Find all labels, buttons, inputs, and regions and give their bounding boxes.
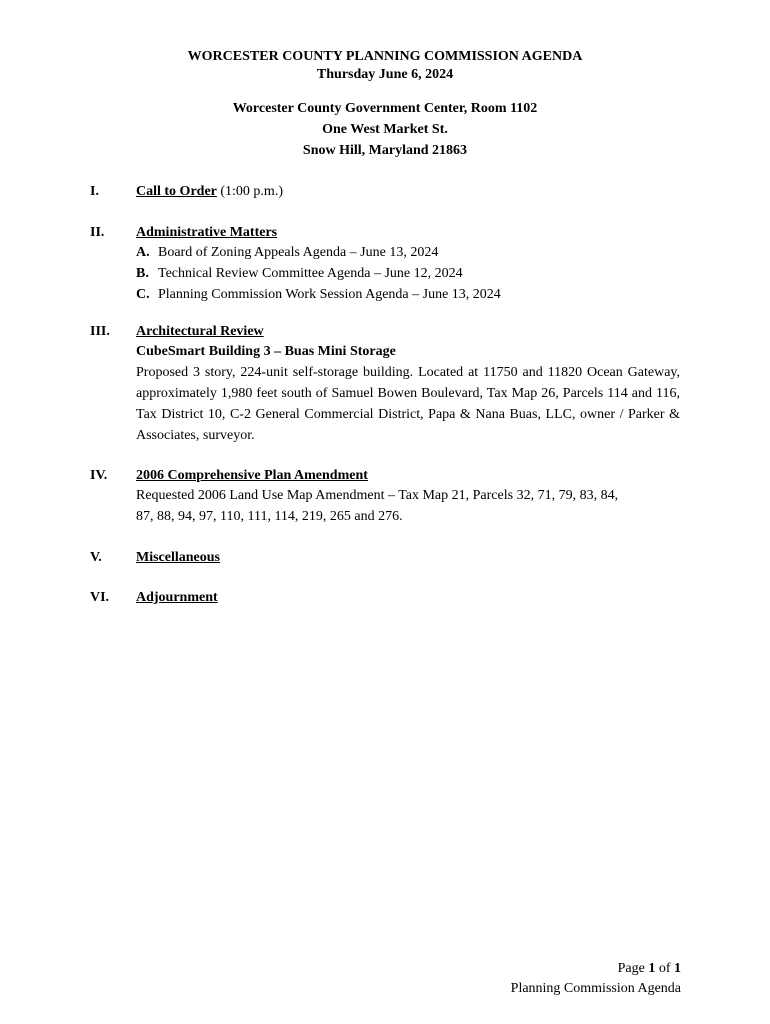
meeting-address: One West Market St. bbox=[322, 122, 448, 137]
meeting-city: Snow Hill, Maryland 21863 bbox=[302, 143, 468, 158]
section-title: Adjournment bbox=[136, 590, 218, 605]
meeting-date: Thursday June 6, 2024 bbox=[316, 67, 454, 82]
item-letter: B. bbox=[136, 266, 149, 281]
page-word: Page bbox=[617, 961, 645, 976]
item-text: Technical Review Committee Agenda – June 12, 2024 bbox=[158, 266, 463, 281]
section-title: Architectural Review bbox=[136, 324, 264, 339]
list-item bbox=[136, 284, 680, 305]
project-title: CubeSmart Building 3 – Buas Mini Storage bbox=[136, 344, 396, 359]
section-title: Administrative Matters bbox=[136, 225, 278, 240]
item-letter: C. bbox=[136, 287, 150, 302]
list-item bbox=[136, 263, 680, 284]
amendment-description-line-1: Requested 2006 Land Use Map Amendment – Tax Map 21, Parcels 32, 71, 79, 83, 84, bbox=[136, 488, 619, 503]
section-title: Call to Order bbox=[136, 184, 217, 199]
page-current: 1 bbox=[648, 961, 656, 976]
item-text: Planning Commission Work Session Agenda – June 13, 2024 bbox=[158, 287, 501, 302]
section-numeral: IV. bbox=[90, 468, 108, 483]
agenda-title: WORCESTER COUNTY PLANNING COMMISSION AGENDA bbox=[187, 49, 583, 64]
section-note: (1:00 p.m.) bbox=[216, 184, 283, 199]
project-description: Proposed 3 story, 224-unit self-storage building. Located at 11750 and 11820 Ocean Gateway, approximately 1,980 feet south of Samuel Bowen Boulevard, Tax Map 26, Parcels 114 and 116, Tax District 10, C-2 General Commercial District, Papa & Nana Buas, LLC, owner / Parker & Associates, surveyor. bbox=[136, 365, 680, 443]
section-numeral: II. bbox=[90, 225, 105, 240]
section-numeral: VI. bbox=[90, 590, 110, 605]
footer-document-name: Planning Commission Agenda bbox=[510, 981, 681, 996]
section-numeral: V. bbox=[90, 550, 102, 565]
section-numeral: III. bbox=[90, 324, 110, 339]
list-item bbox=[136, 242, 680, 263]
section-title: 2006 Comprehensive Plan Amendment bbox=[136, 468, 368, 483]
meeting-location: Worcester County Government Center, Room 1102 bbox=[232, 101, 538, 116]
page-total: 1 bbox=[674, 961, 681, 976]
section-title: Miscellaneous bbox=[136, 550, 220, 565]
page-number bbox=[618, 960, 681, 978]
section-numeral: I. bbox=[90, 184, 99, 199]
of-word: of bbox=[658, 961, 671, 976]
item-letter: A. bbox=[136, 245, 150, 260]
item-text: Board of Zoning Appeals Agenda – June 13, 2024 bbox=[158, 245, 439, 260]
amendment-description-line-2: 87, 88, 94, 97, 110, 111, 114, 219, 265 and 276. bbox=[136, 509, 403, 524]
